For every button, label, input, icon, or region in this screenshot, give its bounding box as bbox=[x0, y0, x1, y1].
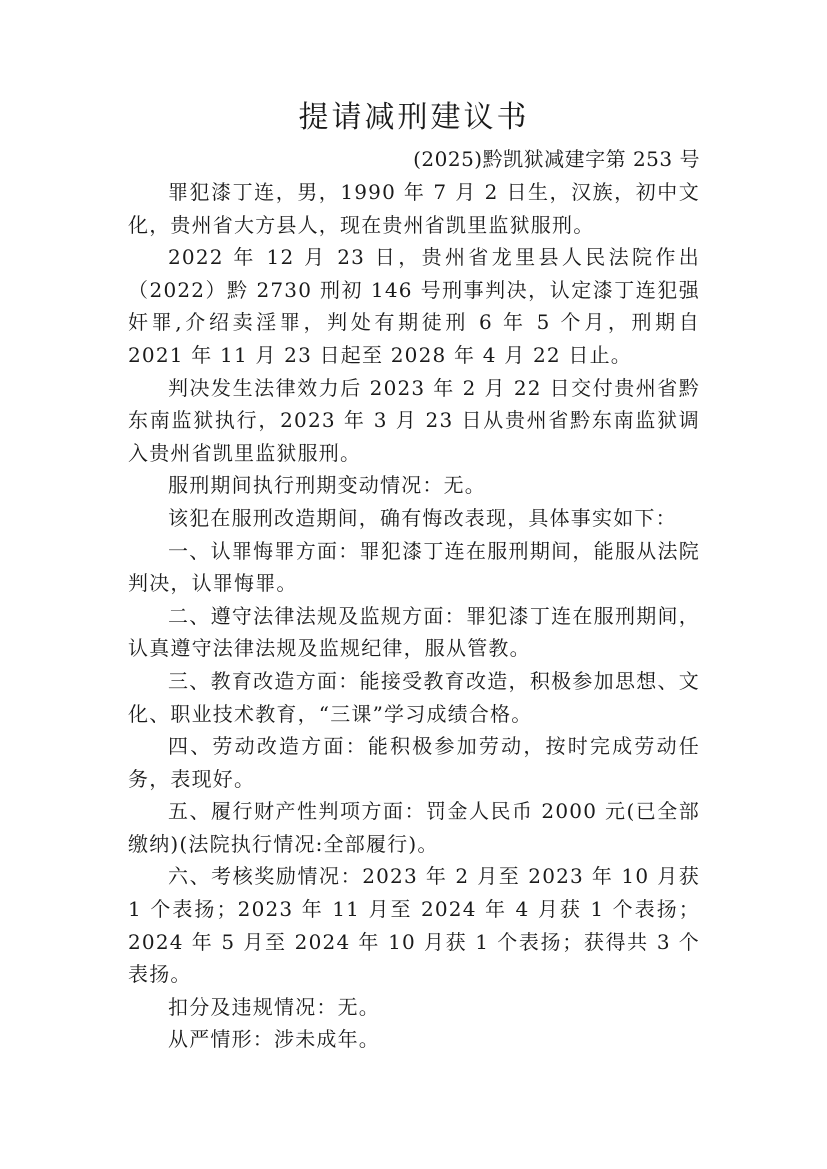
paragraph-property: 五、履行财产性判项方面：罚金人民币 2000 元(已全部缴纳)(法院执行情况:全部履行)。 bbox=[128, 799, 700, 856]
paragraph-violations: 扣分及违规情况：无。 bbox=[168, 994, 380, 1019]
paragraph-rewards: 六、考核奖励情况：2023 年 2 月至 2023 年 10 月获 1 个表扬；2023 年 11 月至 2024 年 4 月获 1 个表扬；2024 年 5 月至 2024 年 10 月获 1 个表扬；获得共 3 个表扬。 bbox=[128, 864, 700, 987]
document-number: (2025)黔凯狱减建字第 253 号 bbox=[413, 147, 700, 171]
paragraph-plea: 一、认罪悔罪方面：罪犯漆丁连在服刑期间，能服从法院判决，认罪悔罪。 bbox=[128, 538, 700, 596]
paragraph-repentance-intro: 该犯在服刑改造期间，确有悔改表现，具体事实如下： bbox=[168, 505, 677, 530]
paragraph-execution: 判决发生法律效力后 2023 年 2 月 22 日交付贵州省黔东南监狱执行，2023 年 3 月 23 日从贵州省黔东南监狱调入贵州省凯里监狱服刑。 bbox=[128, 375, 700, 465]
paragraph-labor: 四、劳动改造方面：能积极参加劳动，按时完成劳动任务，表现好。 bbox=[128, 734, 700, 791]
document-title: 提请减刑建议书 bbox=[298, 100, 530, 135]
document-page bbox=[128, 96, 700, 1056]
paragraph-education: 三、教育改造方面：能接受教育改造，积极参加思想、文化、职业技术教育，“三课”学习成绩合格。 bbox=[128, 668, 700, 726]
paragraph-criminal-info: 罪犯漆丁连，男，1990 年 7 月 2 日生，汉族，初中文化，贵州省大方县人，现在贵州省凯里监狱服刑。 bbox=[128, 180, 700, 237]
paragraph-sentence-change: 服刑期间执行刑期变动情况：无。 bbox=[168, 473, 486, 498]
paragraph-law-compliance: 二、遵守法律法规及监规方面：罪犯漆丁连在服刑期间，认真遵守法律法规及监规纪律，服从管教。 bbox=[128, 603, 700, 661]
paragraph-strict-circumstances: 从严情形：涉未成年。 bbox=[168, 1027, 380, 1052]
paragraph-judgment: 2022 年 12 月 23 日，贵州省龙里县人民法院作出（2022）黔 2730 刑初 146 号刑事判决，认定漆丁连犯强奸罪,介绍卖淫罪，判处有期徒刑 6 年 5 个月，刑期自 2021 年 11 月 23 日起至 2028 年 4 月 22 日止。 bbox=[128, 245, 700, 367]
